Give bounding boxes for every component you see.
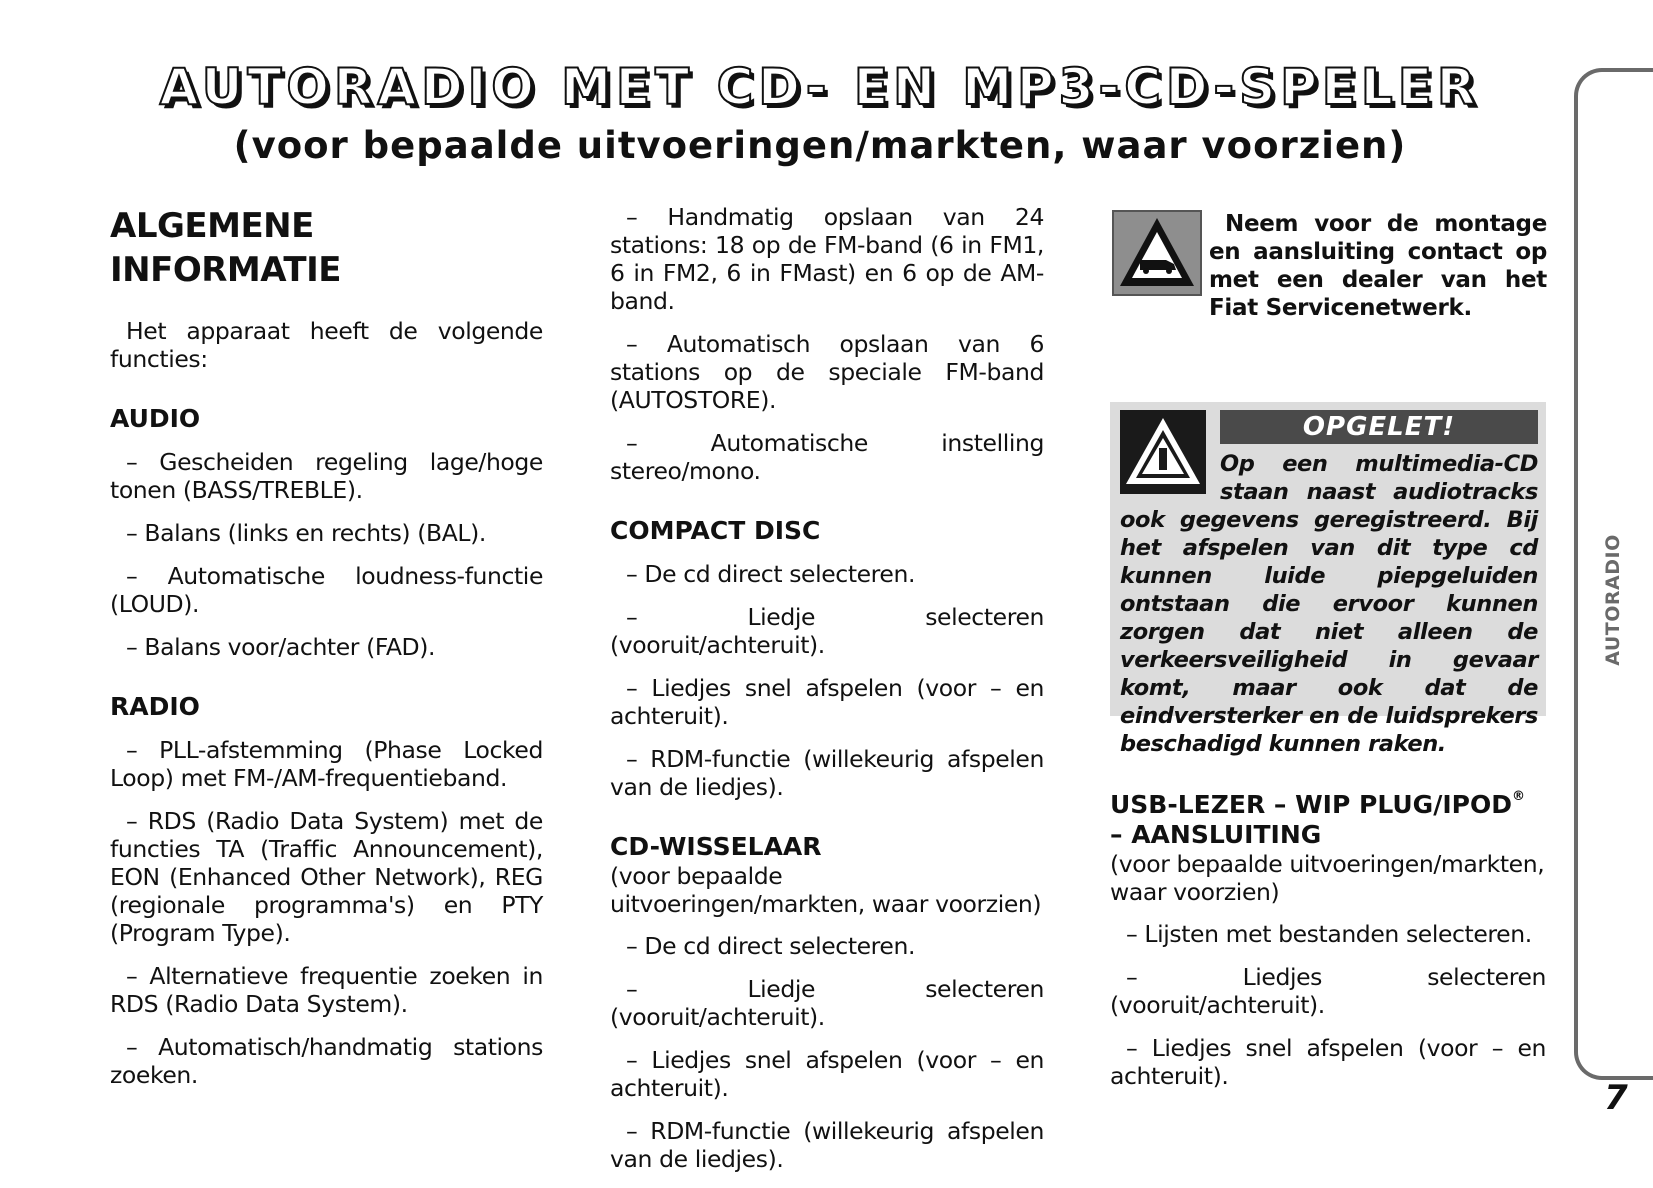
list-item: – Gescheiden regeling lage/hoge tonen (BASS/TREBLE).	[110, 448, 543, 504]
list-item: – Automatisch/handmatig stations zoeken.	[110, 1033, 543, 1089]
list-item: – Balans voor/achter (FAD).	[126, 633, 436, 661]
list-item: – Automatisch opslaan van 6 stations op de speciale FM-band (AUTOSTORE).	[610, 330, 1044, 414]
list-item: – Liedje selecteren (vooruit/achteruit).	[610, 603, 1044, 659]
list-item: – RDS (Radio Data System) met de functies TA (Traffic Announcement), EON (Enhanced Other Network), REG (regionale programma's) en PTY (Program Type).	[110, 807, 543, 947]
section-note: (voor bepaalde uitvoeringen/markten, waar voorzien)	[1110, 850, 1545, 906]
list-item: – Liedjes snel afspelen (voor – en achteruit).	[610, 674, 1044, 730]
warning-box	[1110, 402, 1546, 757]
column-radio-cd	[610, 203, 1044, 1188]
service-van-icon	[1112, 210, 1202, 296]
list-item: – Alternatieve frequentie zoeken in RDS (Radio Data System).	[110, 962, 543, 1018]
list-item: – Liedjes snel afspelen (voor – en achteruit).	[1110, 1034, 1546, 1090]
list-item: – Liedjes selecteren (vooruit/achteruit).	[1110, 963, 1546, 1019]
list-item: – Automatische instelling stereo/mono.	[610, 429, 1044, 485]
list-item: – RDM-functie (willekeurig afspelen van de liedjes).	[610, 1117, 1044, 1173]
list-item: – PLL-afstemming (Phase Locked Loop) met FM-/AM-frequentieband.	[110, 736, 543, 792]
column-general-info	[110, 203, 543, 1104]
intro-text: Het apparaat heeft de volgende functies:	[110, 317, 543, 373]
list-item: – De cd direct selecteren.	[626, 560, 916, 588]
section-heading-radio: RADIO	[110, 692, 200, 721]
list-item: – Liedje selecteren (vooruit/achteruit).	[610, 975, 1044, 1031]
warning-text	[1120, 450, 1538, 758]
usb-heading-line2: – AANSLUITING	[1110, 820, 1322, 849]
list-item: – De cd direct selecteren.	[626, 932, 916, 960]
chapter-tab-label	[1598, 534, 1628, 666]
page-subtitle: (voor bepaalde uitvoeringen/markten, waar voorzien)	[233, 124, 1407, 167]
list-item: – RDM-functie (willekeurig afspelen van de liedjes).	[610, 745, 1044, 801]
section-heading-audio: AUDIO	[110, 404, 201, 433]
section-heading-compact-disc: COMPACT DISC	[610, 516, 821, 545]
section-heading-general-line1: ALGEMENE	[110, 206, 314, 246]
service-notice-text	[1209, 210, 1547, 322]
warning-body: Op een multimedia-CD staan naast audiotracks ook gegevens geregistreerd. Bij het afspelen van dit type cd kunnen luide piepgeluiden ontstaan die ervoor kunnen zorgen dat niet alleen de verkeersveiligheid in gevaar komt, maar ook dat de eindversterker en de luidsprekers beschadigd kunnen raken.	[1120, 451, 1538, 757]
section-heading-general-line2: INFORMATIE	[110, 250, 341, 290]
page-number: 7	[1604, 1078, 1628, 1118]
list-item: – Handmatig opslaan van 24 stations: 18 op de FM-band (6 in FM1, 6 in FM2, 6 in FMast) en 6 op de AM-band.	[610, 203, 1044, 315]
page-title: AUTORADIO MET CD- EN MP3-CD-SPELER	[159, 58, 1481, 116]
section-heading-cd-changer: CD-WISSELAAR	[610, 832, 822, 861]
usb-section	[1110, 790, 1546, 1105]
service-notice	[1110, 210, 1546, 320]
warning-label: OPGELET!	[1220, 410, 1538, 444]
registered-mark: ®	[1511, 789, 1525, 804]
list-item: – Liedjes snel afspelen (voor – en achteruit).	[610, 1046, 1044, 1102]
section-heading-usb	[1110, 790, 1546, 820]
chapter-tab-text: AUTORADIO	[1602, 534, 1624, 666]
list-item: – Balans (links en rechts) (BAL).	[126, 519, 486, 547]
list-item: – Automatische loudness-functie (LOUD).	[110, 562, 543, 618]
usb-heading-line1: USB-LEZER – WIP PLUG/IPOD	[1110, 790, 1512, 819]
list-item: – Lijsten met bestanden selecteren.	[1126, 920, 1532, 948]
service-notice-body: Neem voor de montage en aansluiting contact op met een dealer van het Fiat Servicenetwerk.	[1209, 211, 1547, 321]
section-note: (voor bepaalde uitvoeringen/markten, waar voorzien)	[610, 862, 1042, 918]
